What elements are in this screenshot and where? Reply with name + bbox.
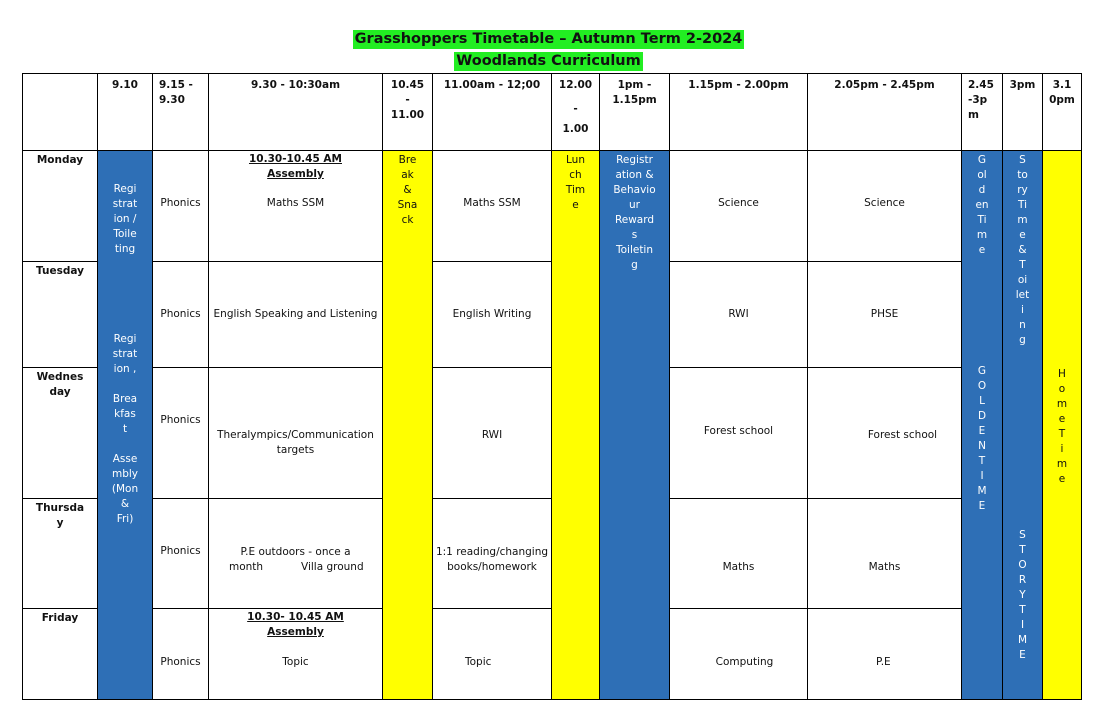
story-bottom-line: T [1019,604,1026,616]
golden-top-line: d [978,184,986,196]
golden-bottom-line: O [977,380,987,392]
golden-top-line: en [975,199,989,211]
golden-bottom-line: T [978,455,986,467]
phonics-label: Phonics [160,308,201,320]
afternoon2-monday [807,150,962,262]
morning-monday [208,150,383,262]
friday-afternoon1-subject: Computing [715,656,774,668]
reg-bottom-line: t [122,423,128,435]
header-245-line1: 2.45 [968,79,994,91]
reg-bottom-line: ion , [113,363,137,375]
lunch-line: ch [569,169,582,181]
home-time-column [1042,150,1082,700]
story-top-line: ry [1017,184,1028,196]
header-col-115 [669,73,808,151]
story-bottom-line: R [1018,574,1027,586]
reg-behaviour-line: s [631,229,638,241]
story-bottom-line: Y [1019,589,1026,601]
thursday-midday-line2: books/homework [447,561,537,573]
header-1pm-line2: 1.15pm [612,94,657,106]
midday-thursday [432,498,552,609]
friday-assembly-label: Assembly [267,626,324,638]
golden-top-line: m [976,229,988,241]
header-col-245 [961,73,1003,151]
reg-bottom-line: (Mon [111,483,139,495]
friday-morning-subject: Topic [282,656,309,668]
golden-bottom-line: E [978,500,986,512]
golden-bottom-line: I [980,470,984,482]
reg-behaviour-line: Registr [616,154,653,166]
lunch-line: e [572,199,579,211]
home-time-line: e [1058,473,1066,485]
header-col-1045 [382,73,433,151]
story-top-line: n [1019,319,1026,331]
golden-bottom-line: E [978,425,986,437]
registration-behaviour-column [599,150,670,700]
monday-afternoon2-subject: Science [864,197,905,209]
break-line: & [403,184,412,196]
reg-top-line: Toile [113,228,137,240]
reg-top-line: ion / [113,213,137,225]
header-115-label: 1.15pm - 2.00pm [688,79,789,91]
story-bottom-line: E [1019,649,1026,661]
header-1200-line2: - [573,103,578,115]
wednesday-morning-line2: targets [276,444,315,456]
thursday-afternoon1-subject: Maths [722,561,755,573]
break-snack-column [382,150,433,700]
wednesday-afternoon2-subject: Forest school [867,429,938,441]
friday-afternoon2-subject: P.E [876,656,891,668]
header-1100-label: 11.00am - 12;00 [443,79,541,91]
story-top-line: i [1021,304,1024,316]
thursday-morning-line1: P.E outdoors - once a [240,546,351,558]
afternoon2-wednesday [807,367,962,499]
monday-morning-subject: Maths SSM [266,197,325,209]
golden-time-column [961,150,1003,700]
header-col-205 [807,73,962,151]
header-col-1100 [432,73,552,151]
curriculum-subtitle: Woodlands Curriculum [456,53,641,69]
header-1200-line3: 1.00 [562,123,589,135]
phonics-wednesday [152,367,209,499]
day-wednesday-line1: Wednes [36,371,84,383]
afternoon1-thursday [669,498,808,609]
monday-midday-subject: Maths SSM [463,197,521,209]
title-line-1-wrap [0,28,1097,49]
golden-top-line: ol [977,169,987,181]
reg-top-line: Regi [113,183,137,195]
tuesday-afternoon1-subject: RWI [728,308,749,320]
reg-behaviour-line: Behavio [613,184,656,196]
home-time-line: o [1058,383,1066,395]
day-tuesday-label: Tuesday [36,265,84,277]
story-top-line: m [1017,214,1028,226]
header-1045-line3: 11.00 [390,109,425,121]
friday-assembly-time: 10.30- 10.45 AM [247,611,344,623]
phonics-friday [152,608,209,700]
header-310-line2: 0pm [1049,94,1075,106]
monday-assembly-label: Assembly [267,168,324,180]
story-top-line: let [1015,289,1030,301]
home-time-line: T [1058,428,1066,440]
header-245-line3: m [968,109,979,121]
phonics-tuesday [152,261,209,368]
golden-bottom-line: N [978,440,986,452]
midday-tuesday [432,261,552,368]
golden-top-line: G [977,154,987,166]
header-930-label: 9.30 - 10:30am [250,79,341,91]
day-wednesday-line2: day [49,386,71,398]
day-thursday-line2: y [56,517,64,529]
story-bottom-line: I [1020,619,1025,631]
afternoon2-friday [807,608,962,700]
reg-bottom-line: strat [112,348,138,360]
header-245-line2: -3p [968,94,988,106]
day-monday [22,150,98,262]
morning-tuesday [208,261,383,368]
thursday-morning-line2: month [229,561,264,573]
header-915-line2: 9.30 [159,94,185,106]
wednesday-midday-subject: RWI [481,429,503,441]
midday-monday [432,150,552,262]
header-col-310 [1042,73,1082,151]
header-1pm-line1: 1pm - [617,79,652,91]
home-time-line: m [1056,458,1068,470]
header-1045-line2: - [405,94,410,106]
header-corner [22,73,98,151]
story-top-line: oi [1017,274,1028,286]
story-bottom-line: M [1017,634,1028,646]
header-col-1pm [599,73,670,151]
reg-bottom-line: mbly [111,468,139,480]
reg-behaviour-line: ur [629,199,640,211]
thursday-morning-line3: Villa ground [301,561,364,573]
reg-bottom-line: & [120,498,130,510]
header-col-1200 [551,73,600,151]
day-friday [22,608,98,700]
story-bottom-line: S [1019,529,1026,541]
break-line: Sna [397,199,418,211]
phonics-thursday [152,498,209,609]
golden-bottom-line: L [979,395,985,407]
golden-top-line: e [978,244,986,256]
friday-midday-subject: Topic [465,656,492,668]
reg-behaviour-line: Reward [614,214,655,226]
morning-thursday [208,498,383,609]
morning-friday [208,608,383,700]
home-time-line: i [1060,443,1064,455]
header-1200-line1: 12.00 [558,79,593,91]
day-monday-label: Monday [36,154,84,166]
story-top-line: & [1018,244,1027,256]
header-910-label: 9.10 [112,79,138,91]
reg-bottom-line: kfas [114,408,136,420]
monday-afternoon1-subject: Science [718,197,759,209]
thursday-afternoon2-subject: Maths [868,561,901,573]
story-top-line: S [1019,154,1026,166]
reg-top-line: ting [114,243,136,255]
story-top-line: to [1017,169,1028,181]
header-col-3pm [1002,73,1043,151]
header-310-line1: 3.1 [1052,79,1072,91]
day-thursday-line1: Thursda [35,502,85,514]
day-tuesday [22,261,98,368]
header-1045-line1: 10.45 [390,79,425,91]
golden-bottom-line: G [977,365,987,377]
afternoon1-wednesday [669,367,808,499]
midday-friday [432,608,552,700]
phonics-monday [152,150,209,262]
wednesday-afternoon1-subject: Forest school [703,425,774,437]
header-3pm-label: 3pm [1009,79,1036,91]
phonics-label: Phonics [160,545,201,557]
afternoon2-thursday [807,498,962,609]
registration-column [97,150,153,700]
header-col-910 [97,73,153,151]
phonics-label: Phonics [160,414,201,426]
story-top-line: T [1019,259,1026,271]
title-line-2-wrap [0,50,1097,71]
story-bottom-line: T [1019,544,1026,556]
break-line: ck [401,214,414,226]
home-time-line: e [1058,413,1066,425]
reg-top-line: strat [112,198,138,210]
afternoon2-tuesday [807,261,962,368]
afternoon1-friday [669,608,808,700]
reg-behaviour-line: Toiletin [615,244,654,256]
header-205-label: 2.05pm - 2.45pm [834,79,935,91]
golden-top-line: Ti [977,214,987,226]
thursday-midday-line1: 1:1 reading/changing [435,546,549,558]
story-bottom-line: O [1018,559,1027,571]
reg-behaviour-line: g [631,259,638,271]
monday-assembly-time: 10.30-10.45 AM [248,153,342,165]
story-time-column [1002,150,1043,700]
reg-bottom-line: Fri) [116,513,134,525]
morning-wednesday [208,367,383,499]
reg-bottom-line: Brea [112,393,138,405]
phonics-label: Phonics [160,197,201,209]
home-time-line: H [1058,368,1066,380]
phonics-label: Phonics [160,656,201,668]
golden-bottom-line: M [977,485,987,497]
lunch-line: Tim [565,184,586,196]
day-wednesday [22,367,98,499]
story-top-line: Ti [1017,199,1027,211]
reg-bottom-line: Regi [113,333,137,345]
story-top-line: g [1019,334,1026,346]
day-friday-label: Friday [41,612,79,624]
home-time-line: m [1056,398,1068,410]
story-top-line: e [1019,229,1026,241]
header-col-930 [208,73,383,151]
wednesday-morning-line1: Theralympics/Communication [217,429,374,441]
afternoon1-monday [669,150,808,262]
lunch-line: Lun [566,154,585,166]
lunch-time-column [551,150,600,700]
reg-bottom-line: Asse [112,453,138,465]
header-col-915 [152,73,209,151]
break-line: Bre [398,154,417,166]
timetable-title: Grasshoppers Timetable – Autumn Term 2-2024 [354,31,743,47]
tuesday-afternoon2-subject: PHSE [870,308,899,320]
golden-bottom-line: D [977,410,987,422]
day-thursday [22,498,98,609]
header-915-line1: 9.15 - [159,79,193,91]
tuesday-midday-subject: English Writing [452,308,532,320]
break-line: ak [401,169,414,181]
tuesday-morning-subject: English Speaking and Listening [213,308,378,320]
afternoon1-tuesday [669,261,808,368]
midday-wednesday [432,367,552,499]
reg-behaviour-line: ation & [615,169,654,181]
